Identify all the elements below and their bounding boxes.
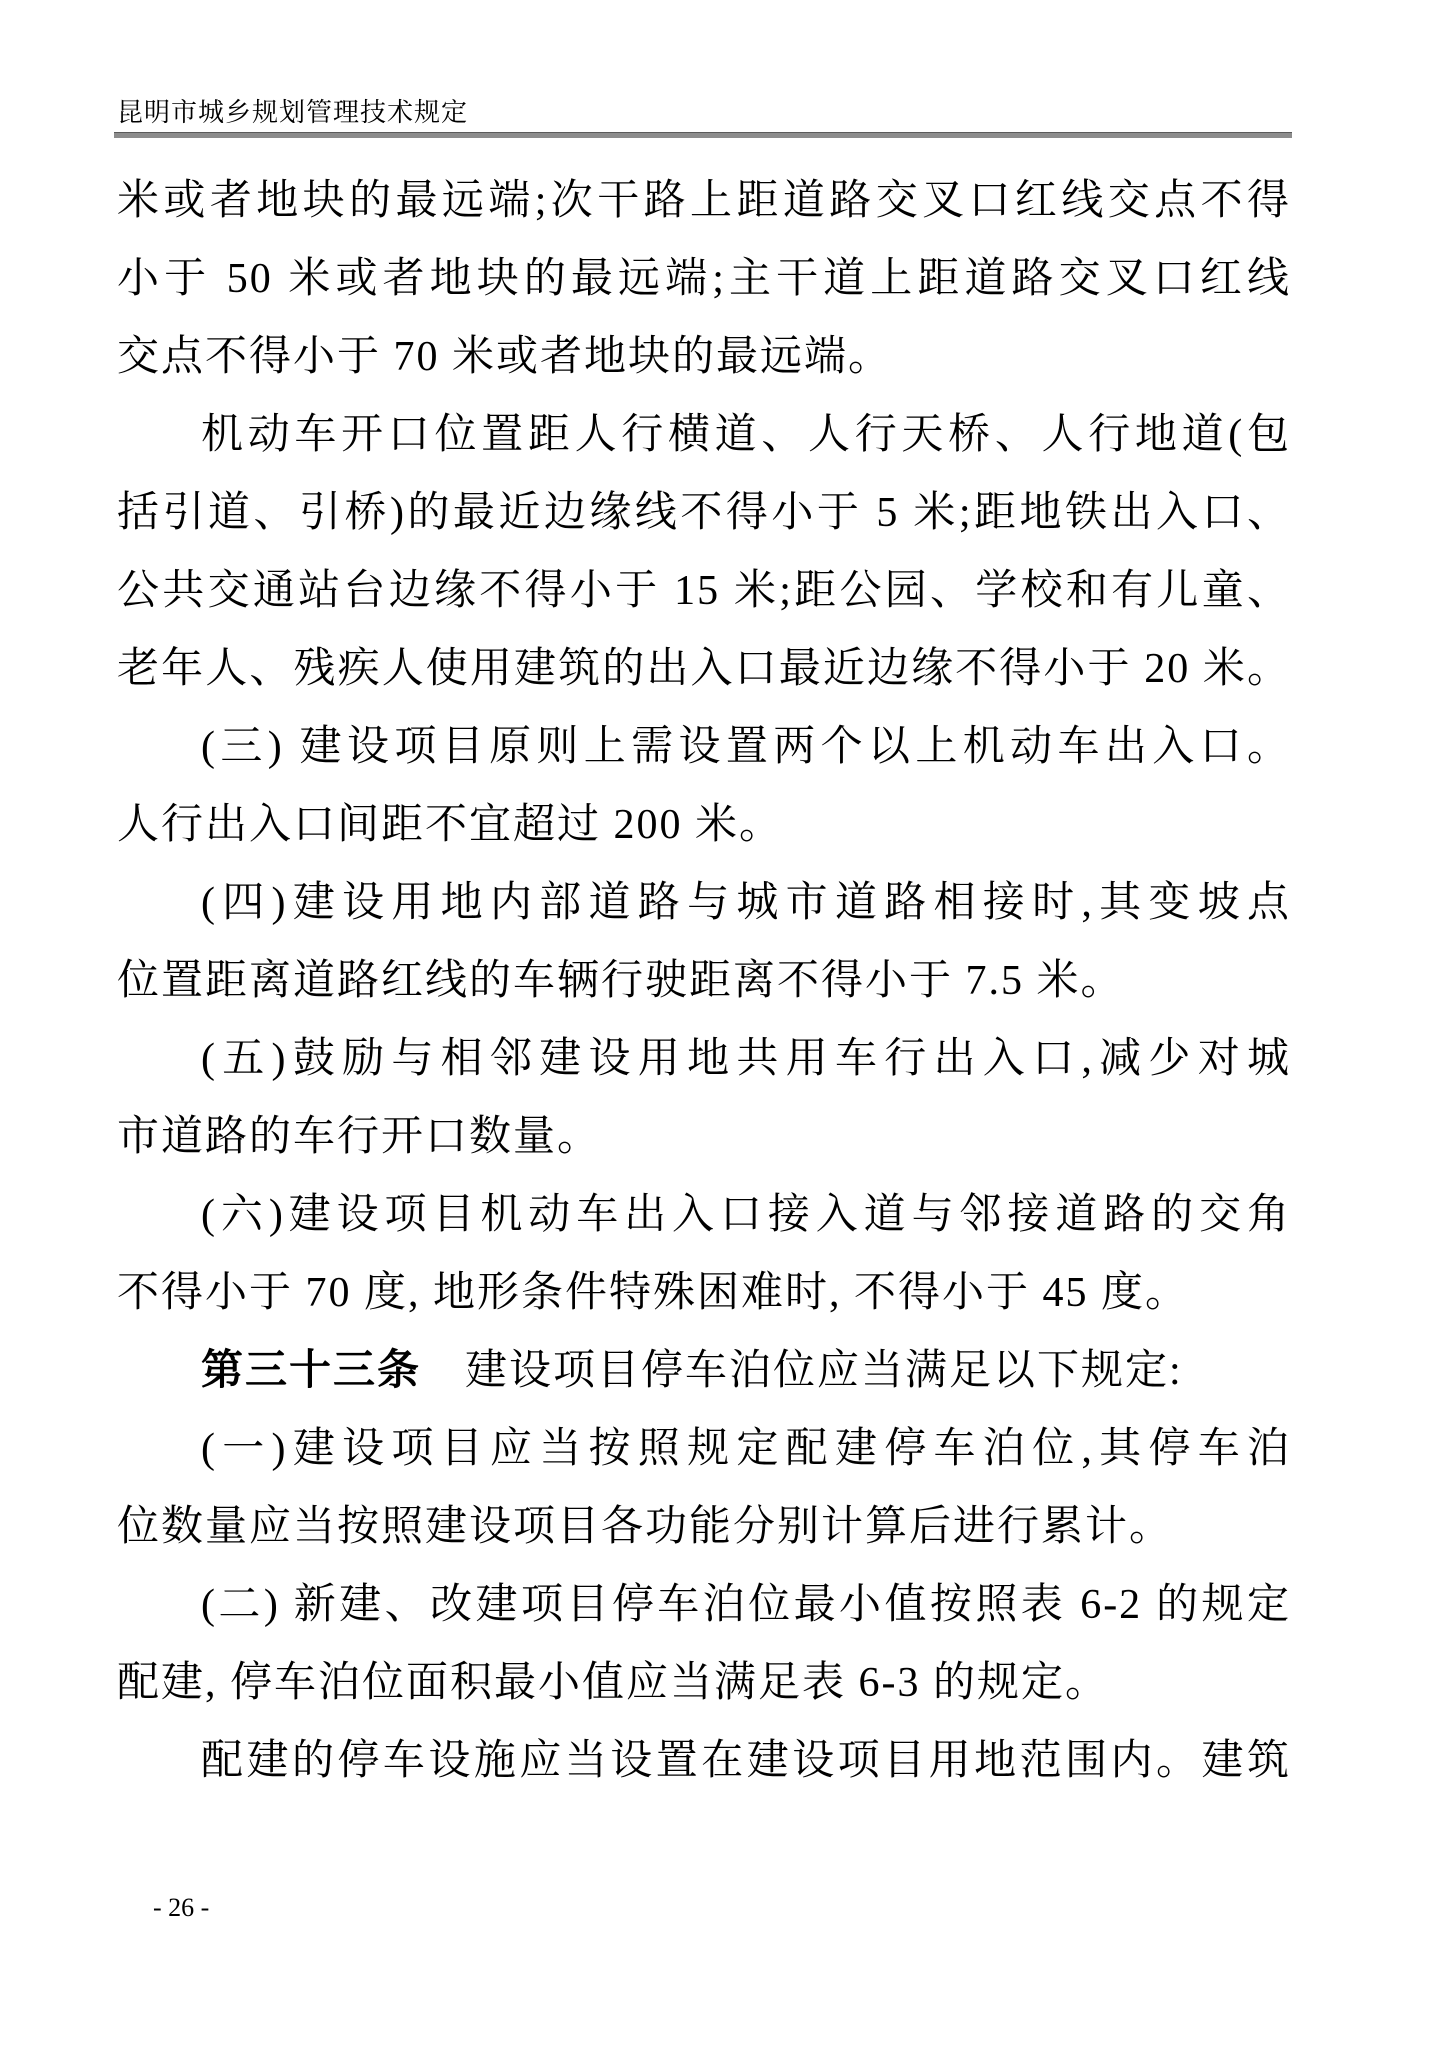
text-line: 米或者地块的最远端;次干路上距道路交叉口红线交点不得 [117,178,1291,224]
text-line: 配建, 停车泊位面积最小值应当满足表 6-3 的规定。 [117,1660,1109,1706]
text-line: 老年人、残疾人使用建筑的出入口最近边缘不得小于 20 米。 [117,646,1291,692]
text-line: (二) 新建、改建项目停车泊位最小值按照表 6-2 的规定 [201,1582,1291,1628]
text-line: (六)建设项目机动车出入口接入道与邻接道路的交角 [201,1192,1291,1238]
text-line: 人行出入口间距不宜超过 200 米。 [117,802,784,848]
text-line: (三) 建设项目原则上需设置两个以上机动车出入口。 [201,724,1291,770]
text-line: 不得小于 70 度, 地形条件特殊困难时, 不得小于 45 度。 [117,1270,1190,1316]
text-line: 市道路的车行开口数量。 [117,1114,602,1160]
text-line: 交点不得小于 70 米或者地块的最远端。 [117,334,893,380]
text-body [117,162,1291,1800]
text-line: 公共交通站台边缘不得小于 15 米;距公园、学校和有儿童、 [117,568,1291,614]
header-divider-rule [114,132,1292,138]
text-line: (五)鼓励与相邻建设用地共用车行出入口,减少对城 [201,1036,1291,1082]
text-line: 机动车开口位置距人行横道、人行天桥、人行地道(包 [201,412,1291,458]
text-line: 括引道、引桥)的最近边缘线不得小于 5 米;距地铁出入口、 [117,490,1291,536]
text-line: (一)建设项目应当按照规定配建停车泊位,其停车泊 [201,1426,1291,1472]
text-line: 配建的停车设施应当设置在建设项目用地范围内。建筑 [201,1738,1291,1784]
text-line: 位数量应当按照建设项目各功能分别计算后进行累计。 [117,1504,1174,1550]
page-number: - 26 - [153,1893,210,1922]
article-number-bold: 第三十三条 [201,1348,422,1394]
text-line: (四)建设用地内部道路与城市道路相接时,其变坡点 [201,880,1291,926]
text-line: 位置距离道路红线的车辆行驶距离不得小于 7.5 米。 [117,958,1125,1004]
text-line: 第三十三条 建设项目停车泊位应当满足以下规定: [201,1348,1183,1394]
text-line: 小于 50 米或者地块的最远端;主干道上距道路交叉口红线 [117,256,1291,302]
page-header-title: 昆明市城乡规划管理技术规定 [117,98,469,127]
